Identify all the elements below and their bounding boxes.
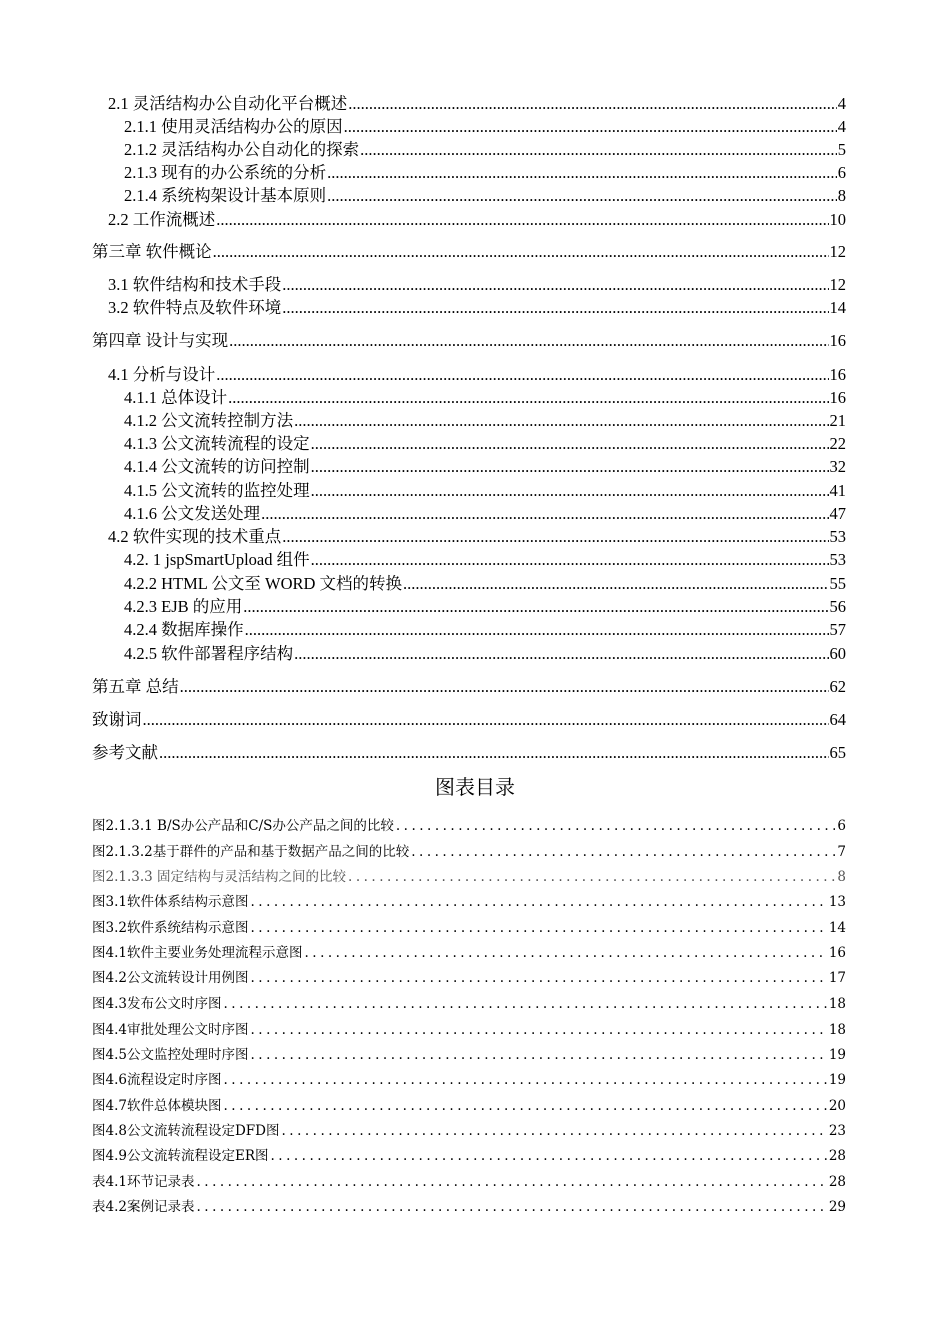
- figure-leader: [196, 1172, 826, 1192]
- figure-entry-title: 图4.3发布公文时序图: [92, 996, 222, 1012]
- toc-entry-title: 2.1.3 现有的办公系统的分析: [124, 163, 327, 182]
- figure-entry[interactable]: [92, 1146, 846, 1166]
- figure-leader: [396, 816, 836, 836]
- toc-leader: [282, 274, 828, 296]
- toc-entry[interactable]: [124, 503, 846, 525]
- toc-entry[interactable]: [124, 480, 846, 502]
- figure-leader: [223, 1096, 826, 1116]
- toc-entry[interactable]: [124, 162, 846, 184]
- toc-leader: [243, 596, 828, 618]
- toc-entry-title: 4.2.3 EJB 的应用: [124, 597, 243, 616]
- figure-entry-title: 图4.1软件主要业务处理流程示意图: [92, 945, 303, 961]
- figure-entry[interactable]: [92, 1121, 846, 1141]
- toc-entry-page: 57: [829, 620, 846, 639]
- toc-entry-page: 32: [829, 457, 846, 476]
- figure-entry[interactable]: [92, 968, 846, 988]
- table-entry-page: 28: [828, 1174, 846, 1190]
- table-entry[interactable]: [92, 1197, 846, 1217]
- figure-leader: [250, 892, 826, 912]
- toc-entry-page: 10: [829, 210, 846, 229]
- toc-entry-title: 4.2 软件实现的技术重点: [108, 527, 282, 546]
- toc-entry-title: 2.2 工作流概述: [108, 210, 216, 229]
- toc-leader: [311, 456, 829, 478]
- figure-entry-title: 图4.7软件总体模块图: [92, 1098, 222, 1114]
- toc-entry-title: 致谢词: [92, 710, 142, 729]
- table-entry[interactable]: [92, 1172, 846, 1192]
- figure-entry[interactable]: [92, 1045, 846, 1065]
- toc-leader: [143, 709, 829, 731]
- toc-entry-page: 22: [829, 434, 846, 453]
- toc-leader: [216, 364, 828, 386]
- figure-entry-title: 图4.2公文流转设计用例图: [92, 970, 249, 986]
- toc-entry-title: 4.2.2 HTML 公文至 WORD 文档的转换: [124, 574, 403, 593]
- toc-entry-page: 56: [829, 597, 846, 616]
- toc-leader: [403, 573, 828, 595]
- figure-entry-title: 图2.1.3.2基于群件的产品和基于数据产品之间的比较: [92, 844, 410, 860]
- figure-leader: [348, 867, 835, 887]
- figure-entry[interactable]: [92, 994, 846, 1014]
- toc-entry-page: 64: [829, 710, 846, 729]
- table-entry-page: 29: [828, 1199, 846, 1215]
- figure-leader: [271, 1146, 827, 1166]
- toc-entry[interactable]: [124, 139, 846, 161]
- figure-entry-page: 7: [837, 844, 846, 860]
- figure-leader: [250, 968, 826, 988]
- figure-entry[interactable]: [92, 867, 846, 887]
- figure-leader: [196, 1197, 826, 1217]
- toc-entry[interactable]: [108, 364, 846, 386]
- figure-leader: [250, 1020, 826, 1040]
- figure-entry-page: 18: [828, 1022, 846, 1038]
- toc-entry[interactable]: [108, 209, 846, 231]
- toc-entry[interactable]: [124, 433, 846, 455]
- figure-entry[interactable]: [92, 842, 846, 862]
- figure-entry-page: 19: [828, 1047, 846, 1063]
- toc-leader: [311, 480, 829, 502]
- toc-leader: [282, 526, 828, 548]
- figure-entry-page: 20: [828, 1098, 846, 1114]
- toc-entry-page: 16: [829, 365, 846, 384]
- toc-entry-page: 60: [829, 644, 846, 663]
- toc-entry-page: 4: [837, 117, 846, 136]
- toc-chapter-entry[interactable]: [92, 709, 846, 731]
- toc-entry-title: 4.2.5 软件部署程序结构: [124, 644, 294, 663]
- toc-entry-page: 12: [829, 275, 846, 294]
- figure-entry-page: 16: [828, 945, 846, 961]
- figure-leader: [250, 918, 826, 938]
- toc-chapter-entry[interactable]: [92, 742, 846, 764]
- toc-leader: [228, 387, 828, 409]
- toc-entry-page: 6: [837, 163, 846, 182]
- figure-entry-page: 6: [837, 818, 846, 834]
- toc-entry-title: 3.2 软件特点及软件环境: [108, 298, 282, 317]
- toc-entry-title: 2.1 灵活结构办公自动化平台概述: [108, 94, 348, 113]
- toc-entry-title: 3.1 软件结构和技术手段: [108, 275, 282, 294]
- figure-entry-page: 23: [828, 1123, 846, 1139]
- toc-entry[interactable]: [108, 274, 846, 296]
- toc-entry-page: 5: [837, 140, 846, 159]
- figure-entry-title: 图4.4审批处理公文时序图: [92, 1022, 249, 1038]
- figure-entry-page: 14: [828, 920, 846, 936]
- figure-leader: [250, 1045, 826, 1065]
- toc-leader: [245, 619, 829, 641]
- figure-entry-title: 图3.2软件系统结构示意图: [92, 920, 249, 936]
- toc-leader: [213, 241, 829, 263]
- toc-leader: [344, 116, 837, 138]
- toc-entry[interactable]: [124, 596, 846, 618]
- figure-entry-page: 8: [837, 869, 846, 885]
- figure-entry-title: 图2.1.3.3 固定结构与灵活结构之间的比较: [92, 869, 347, 885]
- figure-entry-page: 17: [828, 970, 846, 986]
- figure-entry-title: 图4.8公文流转流程设定DFD图: [92, 1123, 280, 1139]
- toc-entry-title: 2.1.2 灵活结构办公自动化的探索: [124, 140, 360, 159]
- toc-entry-page: 55: [829, 574, 846, 593]
- figure-entry[interactable]: [92, 816, 846, 836]
- toc-leader: [294, 643, 828, 665]
- toc-entry-title: 第三章 软件概论: [92, 242, 212, 261]
- figure-entry-page: 13: [828, 894, 846, 910]
- toc-entry[interactable]: [124, 573, 846, 595]
- figure-entry-page: 19: [828, 1072, 846, 1088]
- figure-leader: [304, 943, 826, 963]
- toc-entry-page: 4: [837, 94, 846, 113]
- toc-entry-title: 参考文献: [92, 743, 158, 762]
- toc-entry-page: 14: [829, 298, 846, 317]
- figure-leader: [223, 994, 826, 1014]
- figure-leader: [281, 1121, 826, 1141]
- toc-entry[interactable]: [108, 297, 846, 319]
- toc-entry-title: 第四章 设计与实现: [92, 331, 229, 350]
- toc-entry[interactable]: [124, 185, 846, 207]
- toc-entry-title: 4.2. 1 jspSmartUpload 组件: [124, 550, 310, 569]
- figure-leader: [411, 842, 835, 862]
- toc-leader: [282, 297, 828, 319]
- toc-entry-page: 53: [829, 527, 846, 546]
- toc-chapter-entry[interactable]: [92, 676, 846, 698]
- figure-entry[interactable]: [92, 918, 846, 938]
- toc-entry-page: 21: [829, 411, 846, 430]
- toc-entry-page: 53: [829, 550, 846, 569]
- toc-entry-title: 4.1.5 公文流转的监控处理: [124, 481, 310, 500]
- figure-entry-page: 18: [828, 996, 846, 1012]
- toc-entry-title: 2.1.1 使用灵活结构办公的原因: [124, 117, 343, 136]
- toc-entry-page: 62: [829, 677, 846, 696]
- figure-entry-page: 28: [828, 1148, 846, 1164]
- toc-entry[interactable]: [124, 619, 846, 641]
- table-entry-title: 表4.2案例记录表: [92, 1199, 195, 1215]
- toc-entry-page: 16: [829, 331, 846, 350]
- toc-entry-title: 4.2.4 数据库操作: [124, 620, 244, 639]
- toc-entry-title: 4.1.4 公文流转的访问控制: [124, 457, 310, 476]
- toc-entry-title: 4.1.6 公文发送处理: [124, 504, 261, 523]
- toc-entry-page: 16: [829, 388, 846, 407]
- figure-entry[interactable]: [92, 1096, 846, 1116]
- toc-entry-title: 4.1.2 公文流转控制方法: [124, 411, 294, 430]
- toc-leader: [261, 503, 828, 525]
- figure-entry[interactable]: [92, 943, 846, 963]
- toc-chapter-entry[interactable]: [92, 241, 846, 263]
- toc-leader: [327, 162, 837, 184]
- figures-heading: 图表目录: [435, 775, 515, 799]
- toc-entry[interactable]: [124, 116, 846, 138]
- figure-entry-title: 图4.9公文流转流程设定ER图: [92, 1148, 269, 1164]
- toc-chapter-entry[interactable]: [92, 330, 846, 352]
- toc-entry[interactable]: [124, 643, 846, 665]
- toc-entry[interactable]: [108, 93, 846, 115]
- toc-entry-title: 4.1.3 公文流转流程的设定: [124, 434, 310, 453]
- figure-entry-title: 图4.5公文监控处理时序图: [92, 1047, 249, 1063]
- toc-leader: [229, 330, 828, 352]
- toc-leader: [216, 209, 828, 231]
- figure-leader: [223, 1070, 826, 1090]
- toc-leader: [311, 433, 829, 455]
- toc-entry-page: 65: [829, 743, 846, 762]
- toc-entry[interactable]: [108, 526, 846, 548]
- toc-leader: [348, 93, 837, 115]
- toc-entry-page: 8: [837, 186, 846, 205]
- toc-entry-title: 4.1 分析与设计: [108, 365, 216, 384]
- toc-leader: [159, 742, 829, 764]
- toc-entry[interactable]: [124, 410, 846, 432]
- toc-entry[interactable]: [124, 549, 846, 571]
- figure-entry[interactable]: [92, 1070, 846, 1090]
- table-entry-title: 表4.1环节记录表: [92, 1174, 195, 1190]
- toc-leader: [294, 410, 828, 432]
- toc-entry[interactable]: [124, 456, 846, 478]
- toc-entry-title: 2.1.4 系统构架设计基本原则: [124, 186, 327, 205]
- toc-entry-title: 4.1.1 总体设计: [124, 388, 228, 407]
- figure-entry-title: 图2.1.3.1 B/S办公产品和C/S办公产品之间的比较: [92, 818, 394, 834]
- toc-entry-page: 47: [829, 504, 846, 523]
- figure-entry-title: 图4.6流程设定时序图: [92, 1072, 222, 1088]
- figure-entry-title: 图3.1软件体系结构示意图: [92, 894, 249, 910]
- toc-entry-page: 41: [829, 481, 846, 500]
- toc-entry-title: 第五章 总结: [92, 677, 179, 696]
- figure-entry[interactable]: [92, 892, 846, 912]
- toc-leader: [360, 139, 837, 161]
- toc-entry[interactable]: [124, 387, 846, 409]
- toc-leader: [311, 549, 829, 571]
- toc-leader: [180, 676, 829, 698]
- toc-entry-page: 12: [829, 242, 846, 261]
- toc-leader: [327, 185, 837, 207]
- figure-entry[interactable]: [92, 1020, 846, 1040]
